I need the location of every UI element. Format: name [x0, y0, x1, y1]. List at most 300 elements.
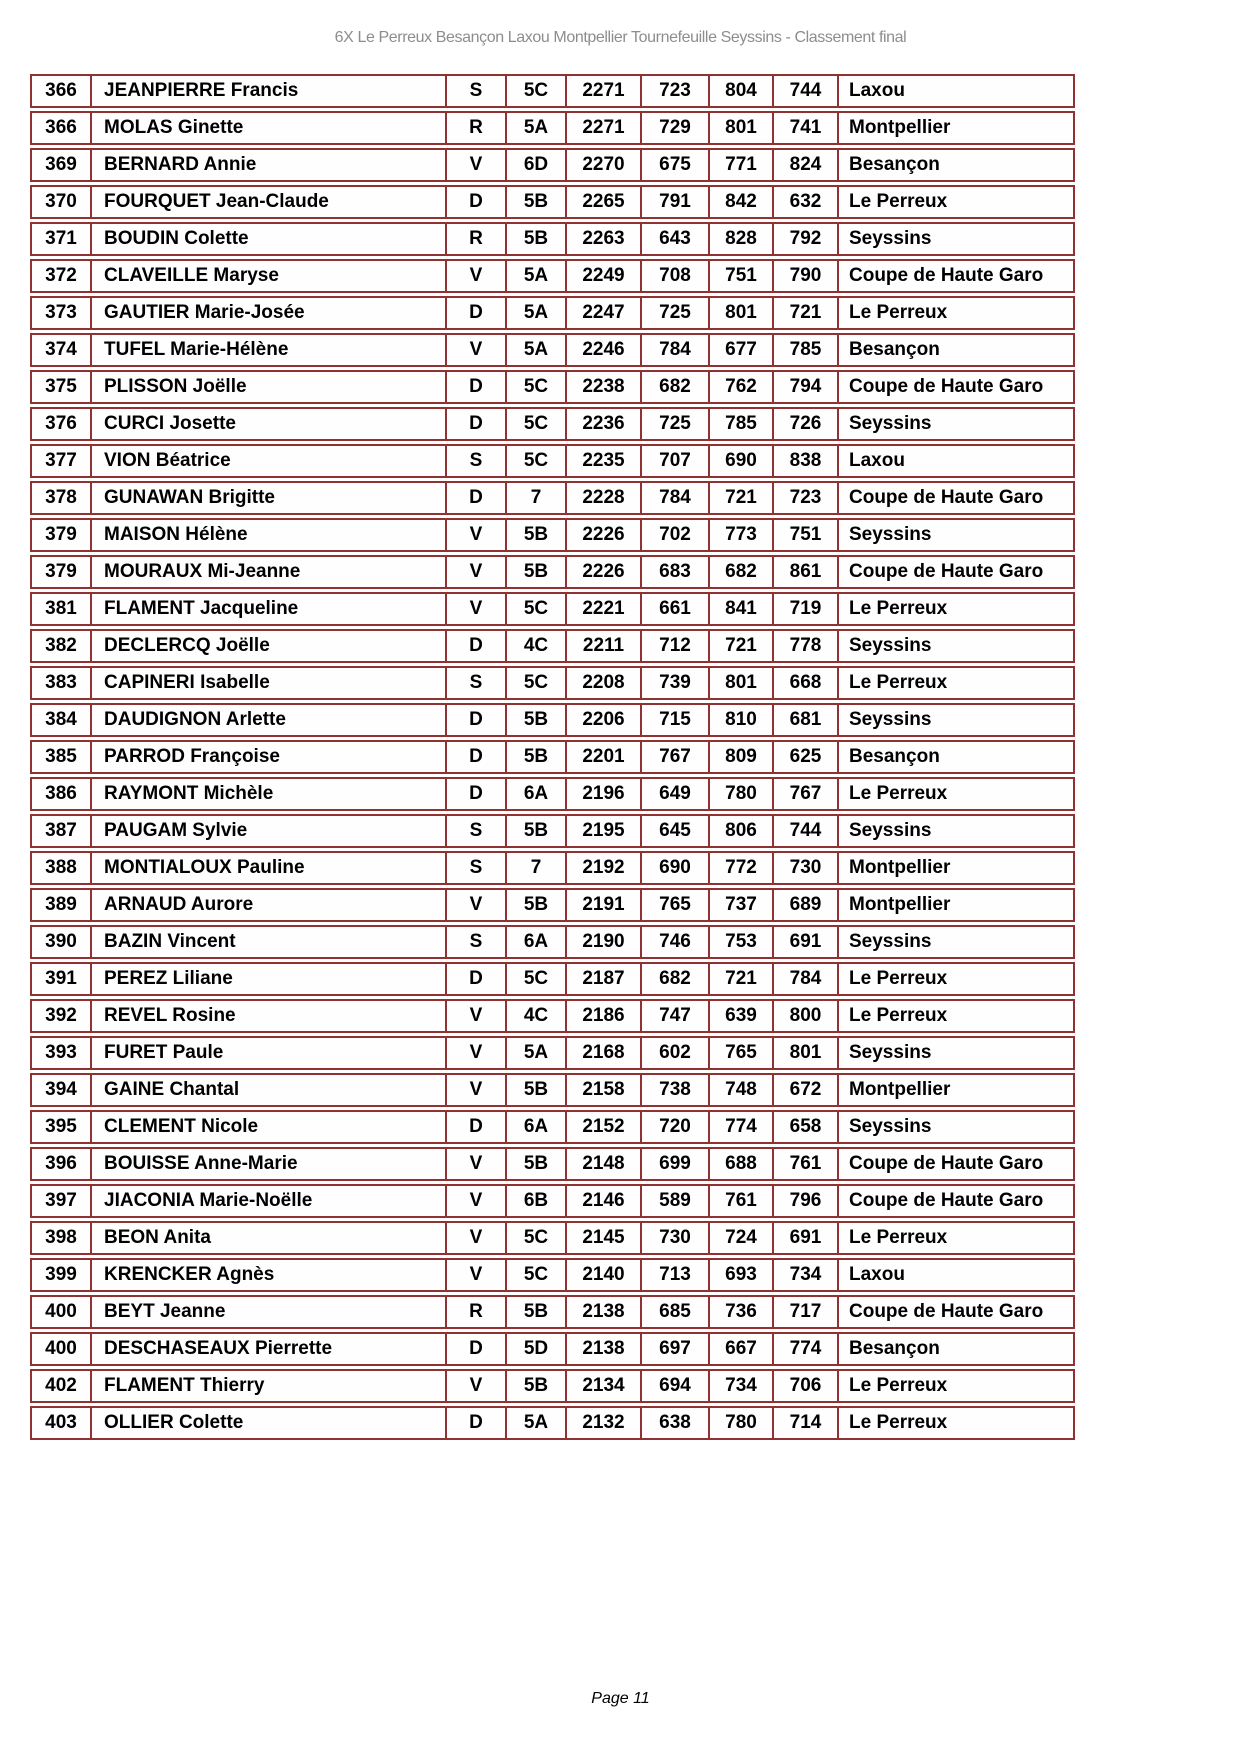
- round1-score-cell: 725: [640, 298, 708, 328]
- category-cell: R: [445, 113, 505, 143]
- category-cell: D: [445, 1112, 505, 1142]
- club-cell: Montpellier: [837, 853, 1073, 883]
- category-cell: V: [445, 1149, 505, 1179]
- player-name-cell: BOUISSE Anne-Marie: [90, 1149, 445, 1179]
- table-row: [30, 999, 1075, 1033]
- round1-score-cell: 645: [640, 816, 708, 846]
- total-score-cell: 2235: [565, 446, 640, 476]
- player-name-cell: KRENCKER Agnès: [90, 1260, 445, 1290]
- category-cell: R: [445, 1297, 505, 1327]
- table-row: [30, 1406, 1075, 1440]
- total-score-cell: 2145: [565, 1223, 640, 1253]
- round2-score-cell: 639: [708, 1001, 772, 1031]
- total-score-cell: 2132: [565, 1408, 640, 1438]
- table-row: [30, 222, 1075, 256]
- category-cell: V: [445, 594, 505, 624]
- category-cell: V: [445, 150, 505, 180]
- rank-cell: 400: [45, 1301, 77, 1322]
- rank-cell: 387: [45, 820, 77, 841]
- series-cell: 5C: [505, 372, 565, 402]
- player-name-cell: FOURQUET Jean-Claude: [90, 187, 445, 217]
- table-row: [30, 1036, 1075, 1070]
- series-cell: 5B: [505, 557, 565, 587]
- table-row: [30, 185, 1075, 219]
- rank-cell: 369: [45, 154, 77, 175]
- series-cell: 5C: [505, 446, 565, 476]
- rank-cell: 373: [45, 302, 77, 323]
- player-name-cell: BOUDIN Colette: [90, 224, 445, 254]
- round1-score-cell: 738: [640, 1075, 708, 1105]
- rank-cell: 366: [45, 117, 77, 138]
- round1-score-cell: 723: [640, 76, 708, 106]
- round3-score-cell: 689: [772, 890, 837, 920]
- rank-cell: 376: [45, 413, 77, 434]
- total-score-cell: 2247: [565, 298, 640, 328]
- table-row: [30, 777, 1075, 811]
- round3-score-cell: 734: [772, 1260, 837, 1290]
- club-cell: Besançon: [837, 150, 1073, 180]
- player-name-cell: PLISSON Joëlle: [90, 372, 445, 402]
- round3-score-cell: 691: [772, 927, 837, 957]
- category-cell: V: [445, 1260, 505, 1290]
- round3-score-cell: 761: [772, 1149, 837, 1179]
- series-cell: 5B: [505, 187, 565, 217]
- round1-score-cell: 602: [640, 1038, 708, 1068]
- total-score-cell: 2271: [565, 113, 640, 143]
- series-cell: 5A: [505, 298, 565, 328]
- category-cell: D: [445, 483, 505, 513]
- total-score-cell: 2201: [565, 742, 640, 772]
- table-row: [30, 1258, 1075, 1292]
- total-score-cell: 2187: [565, 964, 640, 994]
- player-name-cell: BEON Anita: [90, 1223, 445, 1253]
- club-cell: Le Perreux: [837, 1001, 1073, 1031]
- round1-score-cell: 638: [640, 1408, 708, 1438]
- table-row: [30, 629, 1075, 663]
- round2-score-cell: 804: [708, 76, 772, 106]
- rank-cell: 398: [45, 1227, 77, 1248]
- total-score-cell: 2190: [565, 927, 640, 957]
- table-row: [30, 592, 1075, 626]
- club-cell: Laxou: [837, 446, 1073, 476]
- rank-cell: 374: [45, 339, 77, 360]
- player-name-cell: MOLAS Ginette: [90, 113, 445, 143]
- series-cell: 6A: [505, 779, 565, 809]
- rank-cell: 391: [45, 968, 77, 989]
- round3-score-cell: 668: [772, 668, 837, 698]
- table-row: [30, 851, 1075, 885]
- player-name-cell: FURET Paule: [90, 1038, 445, 1068]
- round2-score-cell: 841: [708, 594, 772, 624]
- category-cell: D: [445, 372, 505, 402]
- club-cell: Besançon: [837, 742, 1073, 772]
- category-cell: S: [445, 446, 505, 476]
- category-cell: D: [445, 409, 505, 439]
- round2-score-cell: 724: [708, 1223, 772, 1253]
- total-score-cell: 2168: [565, 1038, 640, 1068]
- round1-score-cell: 725: [640, 409, 708, 439]
- rank-cell: 399: [45, 1264, 77, 1285]
- round1-score-cell: 765: [640, 890, 708, 920]
- round1-score-cell: 697: [640, 1334, 708, 1364]
- club-cell: Le Perreux: [837, 1371, 1073, 1401]
- rank-cell: 375: [45, 376, 77, 397]
- rank-cell: 366: [45, 80, 77, 101]
- round3-score-cell: 744: [772, 76, 837, 106]
- round2-score-cell: 748: [708, 1075, 772, 1105]
- category-cell: V: [445, 1038, 505, 1068]
- table-row: [30, 1369, 1075, 1403]
- player-name-cell: CLAVEILLE Maryse: [90, 261, 445, 291]
- round3-score-cell: 726: [772, 409, 837, 439]
- round3-score-cell: 721: [772, 298, 837, 328]
- round2-score-cell: 751: [708, 261, 772, 291]
- category-cell: S: [445, 927, 505, 957]
- club-cell: Le Perreux: [837, 964, 1073, 994]
- table-row: [30, 1110, 1075, 1144]
- player-name-cell: GAINE Chantal: [90, 1075, 445, 1105]
- rank-cell: 400: [45, 1338, 77, 1359]
- player-name-cell: FLAMENT Jacqueline: [90, 594, 445, 624]
- round3-score-cell: 784: [772, 964, 837, 994]
- round2-score-cell: 721: [708, 483, 772, 513]
- series-cell: 6B: [505, 1186, 565, 1216]
- round1-score-cell: 589: [640, 1186, 708, 1216]
- total-score-cell: 2146: [565, 1186, 640, 1216]
- round1-score-cell: 649: [640, 779, 708, 809]
- round3-score-cell: 717: [772, 1297, 837, 1327]
- rank-cell: 381: [45, 598, 77, 619]
- series-cell: 6A: [505, 927, 565, 957]
- round3-score-cell: 691: [772, 1223, 837, 1253]
- category-cell: V: [445, 261, 505, 291]
- player-name-cell: DESCHASEAUX Pierrette: [90, 1334, 445, 1364]
- table-row: [30, 1295, 1075, 1329]
- round3-score-cell: 800: [772, 1001, 837, 1031]
- round3-score-cell: 681: [772, 705, 837, 735]
- round3-score-cell: 714: [772, 1408, 837, 1438]
- rank-cell: 395: [45, 1116, 77, 1137]
- rank-cell: 386: [45, 783, 77, 804]
- player-name-cell: CAPINERI Isabelle: [90, 668, 445, 698]
- total-score-cell: 2191: [565, 890, 640, 920]
- table-row: [30, 1184, 1075, 1218]
- category-cell: D: [445, 1408, 505, 1438]
- rank-cell: 383: [45, 672, 77, 693]
- total-score-cell: 2238: [565, 372, 640, 402]
- club-cell: Seyssins: [837, 1112, 1073, 1142]
- round3-score-cell: 658: [772, 1112, 837, 1142]
- club-cell: Coupe de Haute Garo: [837, 557, 1073, 587]
- round2-score-cell: 753: [708, 927, 772, 957]
- player-name-cell: PAUGAM Sylvie: [90, 816, 445, 846]
- rank-cell: 392: [45, 1005, 77, 1026]
- player-name-cell: BERNARD Annie: [90, 150, 445, 180]
- round3-score-cell: 744: [772, 816, 837, 846]
- rank-cell: 377: [45, 450, 77, 471]
- table-row: [30, 666, 1075, 700]
- round2-score-cell: 677: [708, 335, 772, 365]
- rank-cell: 396: [45, 1153, 77, 1174]
- round1-score-cell: 699: [640, 1149, 708, 1179]
- round3-score-cell: 706: [772, 1371, 837, 1401]
- series-cell: 5B: [505, 224, 565, 254]
- rank-cell: 382: [45, 635, 77, 656]
- series-cell: 5A: [505, 113, 565, 143]
- category-cell: V: [445, 1075, 505, 1105]
- table-row: [30, 962, 1075, 996]
- total-score-cell: 2152: [565, 1112, 640, 1142]
- rank-cell: 390: [45, 931, 77, 952]
- round1-score-cell: 791: [640, 187, 708, 217]
- round2-score-cell: 773: [708, 520, 772, 550]
- round1-score-cell: 694: [640, 1371, 708, 1401]
- player-name-cell: BEYT Jeanne: [90, 1297, 445, 1327]
- round3-score-cell: 741: [772, 113, 837, 143]
- total-score-cell: 2138: [565, 1297, 640, 1327]
- round1-score-cell: 784: [640, 335, 708, 365]
- series-cell: 4C: [505, 631, 565, 661]
- player-name-cell: GAUTIER Marie-Josée: [90, 298, 445, 328]
- series-cell: 5B: [505, 1297, 565, 1327]
- round2-score-cell: 667: [708, 1334, 772, 1364]
- club-cell: Le Perreux: [837, 1408, 1073, 1438]
- category-cell: D: [445, 1334, 505, 1364]
- round2-score-cell: 842: [708, 187, 772, 217]
- round3-score-cell: 767: [772, 779, 837, 809]
- category-cell: D: [445, 298, 505, 328]
- category-cell: S: [445, 853, 505, 883]
- total-score-cell: 2226: [565, 520, 640, 550]
- round2-score-cell: 721: [708, 964, 772, 994]
- club-cell: Montpellier: [837, 113, 1073, 143]
- total-score-cell: 2246: [565, 335, 640, 365]
- total-score-cell: 2249: [565, 261, 640, 291]
- club-cell: Le Perreux: [837, 298, 1073, 328]
- category-cell: S: [445, 76, 505, 106]
- series-cell: 5B: [505, 890, 565, 920]
- round3-score-cell: 719: [772, 594, 837, 624]
- category-cell: V: [445, 520, 505, 550]
- rank-cell: 389: [45, 894, 77, 915]
- series-cell: 5A: [505, 261, 565, 291]
- series-cell: 5C: [505, 1260, 565, 1290]
- round2-score-cell: 734: [708, 1371, 772, 1401]
- rank-cell: 402: [45, 1375, 77, 1396]
- player-name-cell: MOURAUX Mi-Jeanne: [90, 557, 445, 587]
- round2-score-cell: 785: [708, 409, 772, 439]
- round2-score-cell: 761: [708, 1186, 772, 1216]
- category-cell: V: [445, 335, 505, 365]
- rank-cell: 394: [45, 1079, 77, 1100]
- series-cell: 5C: [505, 76, 565, 106]
- table-row: [30, 1221, 1075, 1255]
- round1-score-cell: 707: [640, 446, 708, 476]
- table-row: [30, 1073, 1075, 1107]
- total-score-cell: 2208: [565, 668, 640, 698]
- table-row: [30, 333, 1075, 367]
- rank-cell: 372: [45, 265, 77, 286]
- round1-score-cell: 730: [640, 1223, 708, 1253]
- round3-score-cell: 792: [772, 224, 837, 254]
- club-cell: Seyssins: [837, 631, 1073, 661]
- round3-score-cell: 790: [772, 261, 837, 291]
- round3-score-cell: 672: [772, 1075, 837, 1105]
- round1-score-cell: 715: [640, 705, 708, 735]
- round2-score-cell: 762: [708, 372, 772, 402]
- round1-score-cell: 702: [640, 520, 708, 550]
- round3-score-cell: 778: [772, 631, 837, 661]
- round2-score-cell: 801: [708, 668, 772, 698]
- round2-score-cell: 774: [708, 1112, 772, 1142]
- club-cell: Seyssins: [837, 520, 1073, 550]
- round1-score-cell: 682: [640, 964, 708, 994]
- club-cell: Seyssins: [837, 705, 1073, 735]
- round2-score-cell: 693: [708, 1260, 772, 1290]
- round1-score-cell: 713: [640, 1260, 708, 1290]
- table-row: [30, 444, 1075, 478]
- table-row: [30, 888, 1075, 922]
- series-cell: 5C: [505, 668, 565, 698]
- rank-cell: 379: [45, 524, 77, 545]
- series-cell: 5A: [505, 1038, 565, 1068]
- category-cell: S: [445, 668, 505, 698]
- round1-score-cell: 690: [640, 853, 708, 883]
- total-score-cell: 2186: [565, 1001, 640, 1031]
- category-cell: D: [445, 742, 505, 772]
- table-row: [30, 370, 1075, 404]
- round1-score-cell: 683: [640, 557, 708, 587]
- category-cell: D: [445, 705, 505, 735]
- round2-score-cell: 780: [708, 1408, 772, 1438]
- club-cell: Laxou: [837, 76, 1073, 106]
- table-row: [30, 148, 1075, 182]
- rank-cell: 378: [45, 487, 77, 508]
- round3-score-cell: 801: [772, 1038, 837, 1068]
- club-cell: Seyssins: [837, 409, 1073, 439]
- rank-cell: 385: [45, 746, 77, 767]
- player-name-cell: DAUDIGNON Arlette: [90, 705, 445, 735]
- club-cell: Montpellier: [837, 1075, 1073, 1105]
- round1-score-cell: 708: [640, 261, 708, 291]
- category-cell: D: [445, 779, 505, 809]
- table-row: [30, 74, 1075, 108]
- table-row: [30, 1332, 1075, 1366]
- round2-score-cell: 828: [708, 224, 772, 254]
- player-name-cell: TUFEL Marie-Hélène: [90, 335, 445, 365]
- results-table: [30, 74, 1075, 1443]
- round3-score-cell: 861: [772, 557, 837, 587]
- club-cell: Laxou: [837, 1260, 1073, 1290]
- category-cell: D: [445, 631, 505, 661]
- category-cell: V: [445, 1001, 505, 1031]
- category-cell: V: [445, 1371, 505, 1401]
- series-cell: 6A: [505, 1112, 565, 1142]
- table-row: [30, 111, 1075, 145]
- round1-score-cell: 720: [640, 1112, 708, 1142]
- total-score-cell: 2192: [565, 853, 640, 883]
- round1-score-cell: 712: [640, 631, 708, 661]
- round2-score-cell: 737: [708, 890, 772, 920]
- page-title: 6X Le Perreux Besançon Laxou Montpellier Tournefeuille Seyssins - Classement final: [334, 29, 907, 46]
- total-score-cell: 2158: [565, 1075, 640, 1105]
- total-score-cell: 2140: [565, 1260, 640, 1290]
- round1-score-cell: 661: [640, 594, 708, 624]
- player-name-cell: PEREZ Liliane: [90, 964, 445, 994]
- player-name-cell: CLEMENT Nicole: [90, 1112, 445, 1142]
- round1-score-cell: 675: [640, 150, 708, 180]
- club-cell: Seyssins: [837, 816, 1073, 846]
- club-cell: Seyssins: [837, 927, 1073, 957]
- series-cell: 5B: [505, 1075, 565, 1105]
- round1-score-cell: 682: [640, 372, 708, 402]
- player-name-cell: GUNAWAN Brigitte: [90, 483, 445, 513]
- round3-score-cell: 838: [772, 446, 837, 476]
- round3-score-cell: 796: [772, 1186, 837, 1216]
- series-cell: 4C: [505, 1001, 565, 1031]
- club-cell: Coupe de Haute Garo: [837, 261, 1073, 291]
- player-name-cell: ARNAUD Aurore: [90, 890, 445, 920]
- round1-score-cell: 729: [640, 113, 708, 143]
- rank-cell: 379: [45, 561, 77, 582]
- round2-score-cell: 721: [708, 631, 772, 661]
- round2-score-cell: 809: [708, 742, 772, 772]
- table-row: [30, 296, 1075, 330]
- series-cell: 7: [505, 853, 565, 883]
- series-cell: 5B: [505, 1371, 565, 1401]
- table-row: [30, 703, 1075, 737]
- total-score-cell: 2138: [565, 1334, 640, 1364]
- total-score-cell: 2228: [565, 483, 640, 513]
- category-cell: D: [445, 187, 505, 217]
- total-score-cell: 2206: [565, 705, 640, 735]
- total-score-cell: 2134: [565, 1371, 640, 1401]
- total-score-cell: 2271: [565, 76, 640, 106]
- table-row: [30, 740, 1075, 774]
- round1-score-cell: 643: [640, 224, 708, 254]
- series-cell: 5C: [505, 409, 565, 439]
- rank-cell: 393: [45, 1042, 77, 1063]
- rank-cell: 388: [45, 857, 77, 878]
- player-name-cell: CURCI Josette: [90, 409, 445, 439]
- player-name-cell: MAISON Hélène: [90, 520, 445, 550]
- rank-cell: 384: [45, 709, 77, 730]
- club-cell: Coupe de Haute Garo: [837, 372, 1073, 402]
- club-cell: Coupe de Haute Garo: [837, 483, 1073, 513]
- club-cell: Le Perreux: [837, 187, 1073, 217]
- round3-score-cell: 751: [772, 520, 837, 550]
- series-cell: 5B: [505, 1149, 565, 1179]
- total-score-cell: 2263: [565, 224, 640, 254]
- category-cell: D: [445, 964, 505, 994]
- round2-score-cell: 765: [708, 1038, 772, 1068]
- total-score-cell: 2211: [565, 631, 640, 661]
- total-score-cell: 2196: [565, 779, 640, 809]
- round1-score-cell: 746: [640, 927, 708, 957]
- round1-score-cell: 767: [640, 742, 708, 772]
- rank-cell: 397: [45, 1190, 77, 1211]
- table-row: [30, 481, 1075, 515]
- round2-score-cell: 806: [708, 816, 772, 846]
- round1-score-cell: 747: [640, 1001, 708, 1031]
- round3-score-cell: 723: [772, 483, 837, 513]
- player-name-cell: OLLIER Colette: [90, 1408, 445, 1438]
- rank-cell: 403: [45, 1412, 77, 1433]
- player-name-cell: BAZIN Vincent: [90, 927, 445, 957]
- table-row: [30, 407, 1075, 441]
- category-cell: V: [445, 557, 505, 587]
- series-cell: 5B: [505, 742, 565, 772]
